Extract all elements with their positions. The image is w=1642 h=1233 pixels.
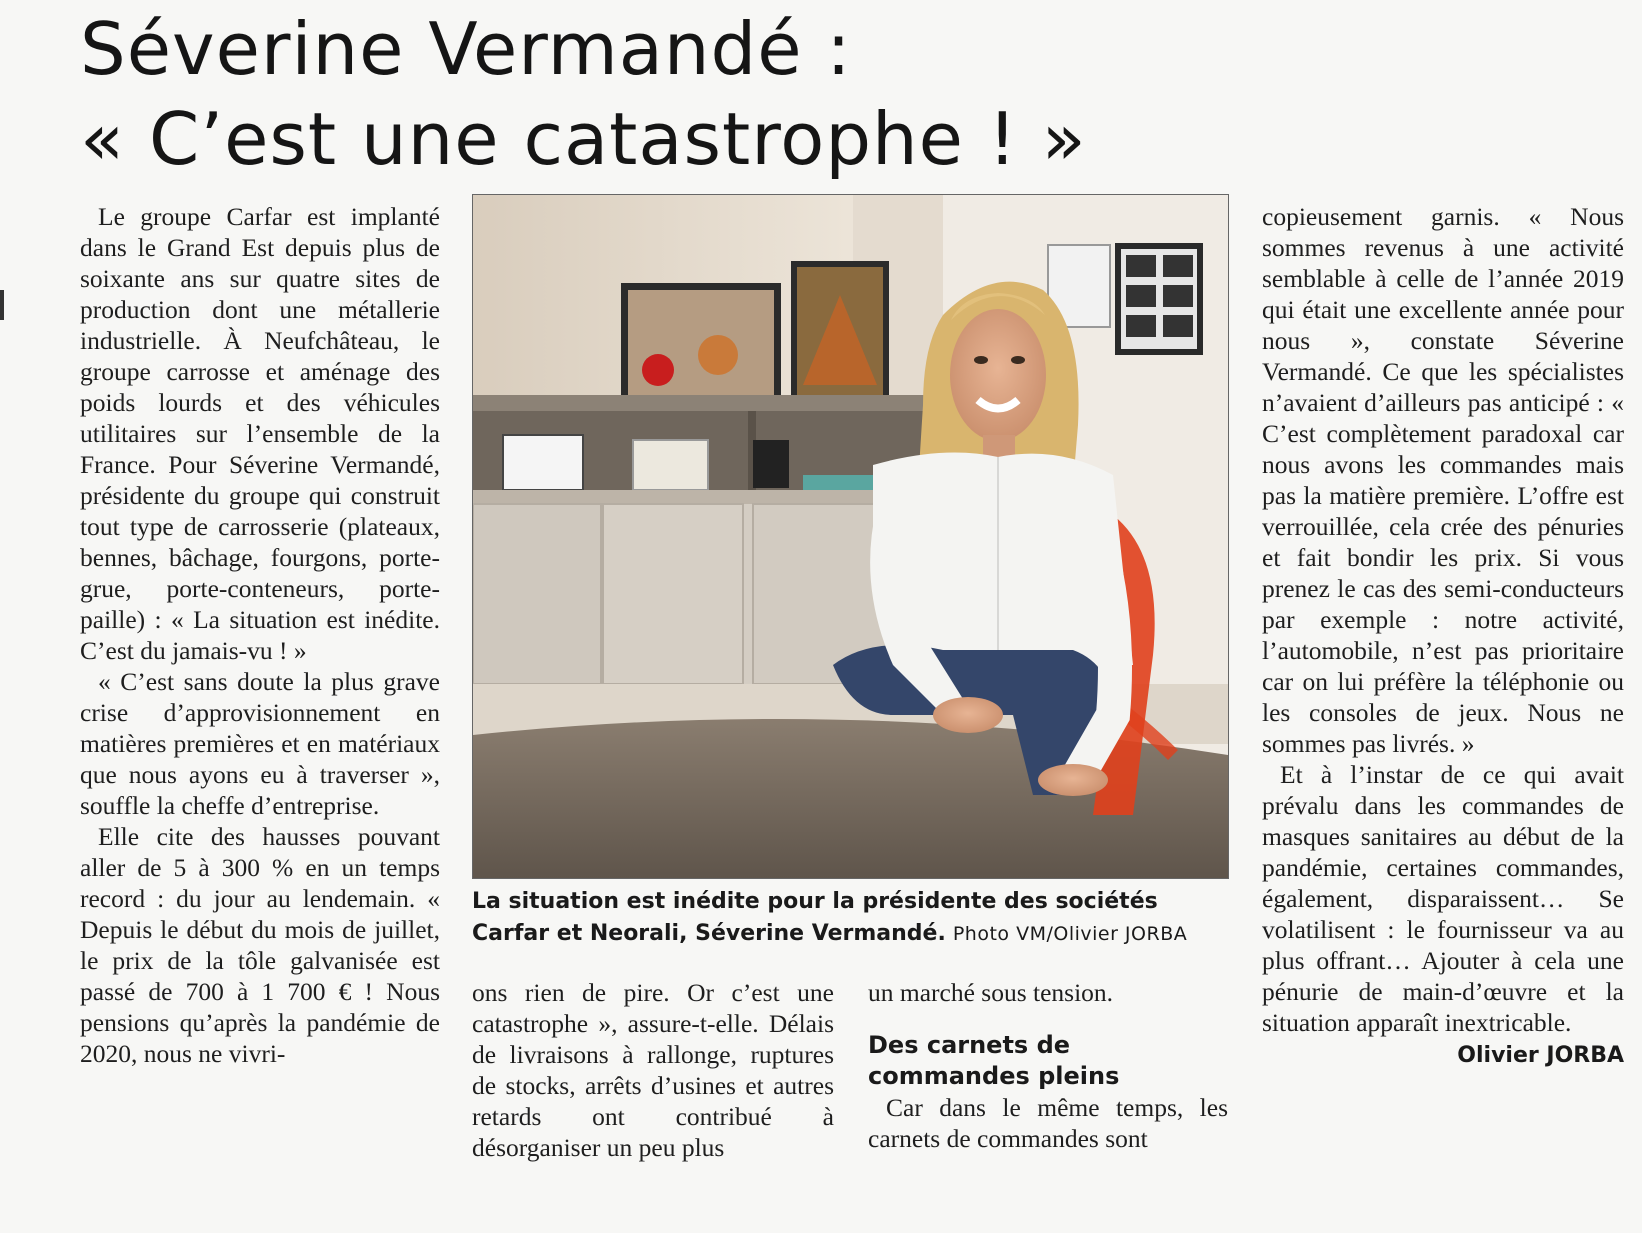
caption-text: La situation est inédite pour la présidente des sociétés Carfar et Neorali, Séverine Vermandé. <box>472 889 1158 946</box>
text-column-1 <box>80 201 440 1069</box>
paragraph: un marché sous tension. <box>868 978 1114 1007</box>
author-signature: Olivier JORBA <box>1457 1043 1624 1068</box>
article-headline <box>80 4 1087 184</box>
article-photo <box>472 194 1229 879</box>
paragraph: copieusement garnis. « Nous sommes revenus à une activité semblable à celle de l’année 2019 qui était une excellente année pour nous », constate Séverine Vermandé. Ce que les spécialistes n’avaient d’ailleurs pas anticipé : « C’est complètement paradoxal car nous avons les commandes mais pas la matière première. L’offre est verrouillée, cela crée des pénuries et fait bondir les prix. Si vous prenez le cas des semi-conducteurs par exemple : notre activité, l’automobile, n’est pas prioritaire car on lui préfère la téléphonie ou les consoles de jeux. Nous ne sommes pas livrés. » <box>1262 202 1624 758</box>
paragraph: « C’est sans doute la plus grave crise d’approvisionnement en matières premières et en matériaux que nous ayons eu à traverser », souffle la cheffe d’entreprise. <box>80 667 440 820</box>
text-column-3 <box>868 977 1228 1154</box>
photo-caption <box>472 886 1192 950</box>
photo-credit: Photo VM/Olivier JORBA <box>952 923 1188 945</box>
headline-line-2: « C’est une catastrophe ! » <box>80 97 1087 181</box>
paragraph: Le groupe Carfar est implanté dans le Grand Est depuis plus de soixante ans sur quatre sites de production dont une métallerie industrielle. À Neufchâteau, le groupe carrosse et aménage des poids lourds et des véhicules utilitaires sur l’ensemble de la France. Pour Séverine Vermandé, présidente du groupe qui construit tout type de carrosserie (plateaux, bennes, bâchage, fourgons, porte-grue, porte-conteneurs, porte-paille) : « La situation est inédite. C’est du jamais-vu ! » <box>80 202 440 665</box>
headline-line-1: Séverine Vermandé : <box>80 7 852 91</box>
paragraph: Et à l’instar de ce qui avait prévalu dans les commandes de masques sanitaires au début de la pandémie, certaines commandes, également, disparaissent… Se volatilisent : le fournisseur va au plus offrant… Ajouter à cela une pénurie de main-d’œuvre et la situation apparaît inextricable. <box>1262 760 1624 1037</box>
paragraph: Elle cite des hausses pouvant aller de 5 à 300 % en un temps record : du jour au lendemain. « Depuis le début du mois de juillet, le prix de la tôle galvanisée est passé de 700 à 1 700 € ! Nous pensions qu’après la pandémie de 2020, nous ne vivri- <box>80 822 440 1068</box>
section-subheading: Des carnets de commandes pleins <box>868 1031 1120 1090</box>
text-column-4 <box>1262 201 1624 1071</box>
paragraph: ons rien de pire. Or c’est une catastrophe », assure-t-elle. Délais de livraisons à rallonge, ruptures de stocks, arrêts d’usines et autres retards ont contribué à désorganiser un peu plus <box>472 978 834 1162</box>
paragraph: Car dans le même temps, les carnets de commandes sont <box>868 1093 1228 1153</box>
text-column-2 <box>472 977 834 1163</box>
page-edge-mark <box>0 290 4 320</box>
